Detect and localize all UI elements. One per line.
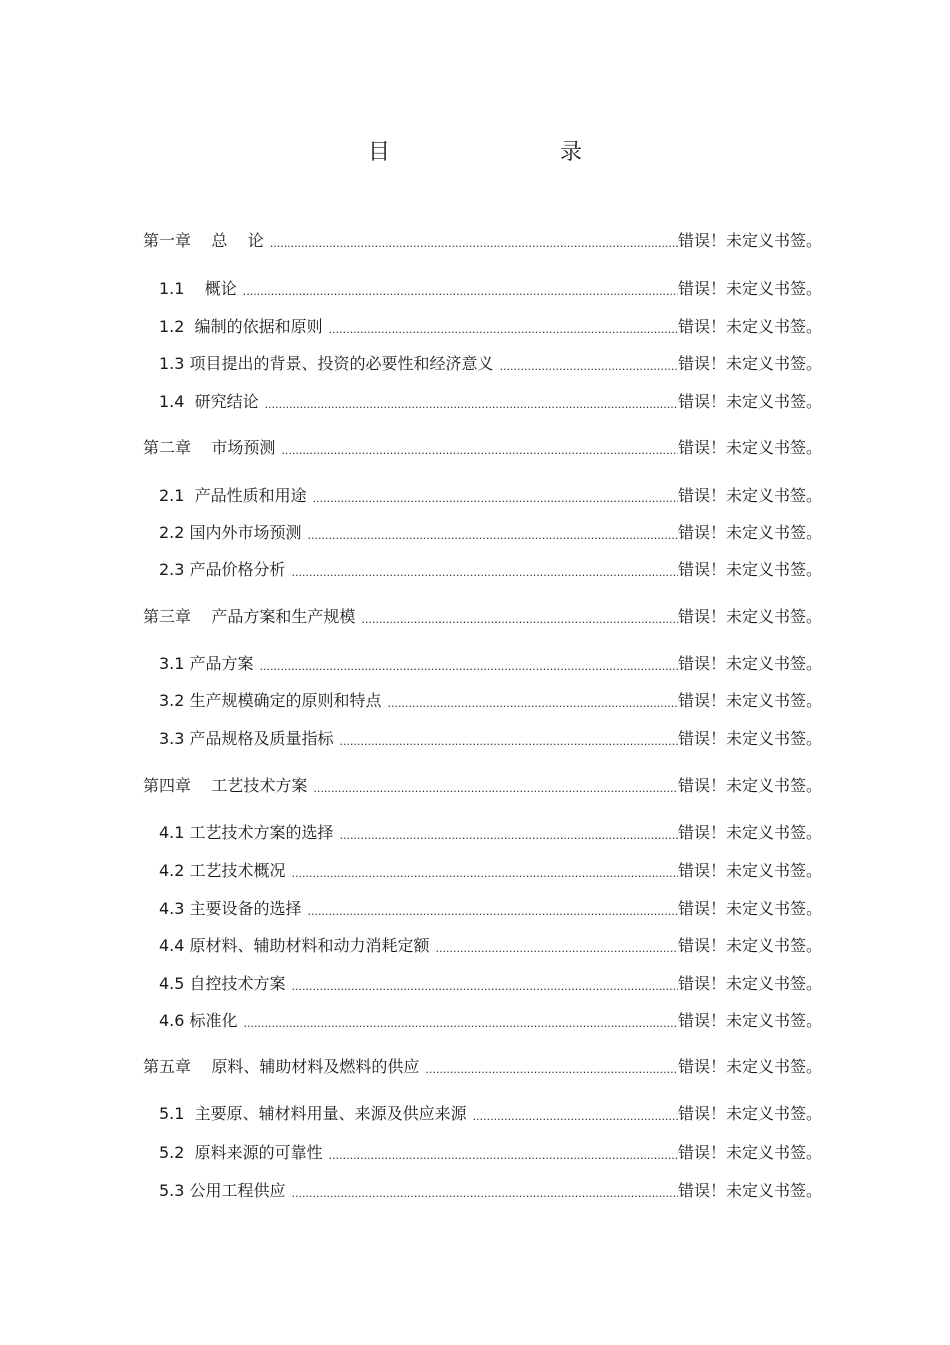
toc-chapter-entry[interactable] xyxy=(143,229,822,253)
toc-entry-label: 3.2 生产规模确定的原则和特点 xyxy=(159,691,382,710)
toc-entry-page-ref: 错误！未定义书签。 xyxy=(677,354,822,373)
toc-entry-page-ref: 错误！未定义书签。 xyxy=(677,438,822,457)
toc-dot-leader xyxy=(308,527,678,545)
toc-section-entry[interactable] xyxy=(159,727,822,751)
toc-entry-page-ref: 错误！未定义书签。 xyxy=(677,231,822,250)
toc-dot-leader xyxy=(329,1147,678,1165)
toc-dot-leader xyxy=(270,235,678,253)
toc-entry-page-ref: 错误！未定义书签。 xyxy=(677,1057,822,1076)
toc-section-entry[interactable] xyxy=(159,1009,822,1033)
toc-dot-leader xyxy=(292,865,678,883)
toc-dot-leader xyxy=(425,1061,678,1079)
toc-entry-page-ref: 错误！未定义书签。 xyxy=(677,1104,822,1123)
toc-entry-label: 1.2 编制的依据和原则 xyxy=(159,317,323,336)
toc-dot-leader xyxy=(388,695,678,713)
toc-section-entry[interactable] xyxy=(159,1179,822,1203)
toc-dot-leader xyxy=(292,1185,678,1203)
toc-section-entry[interactable] xyxy=(159,934,822,958)
toc-entry-label: 第一章 总 论 xyxy=(143,231,264,250)
toc-section-entry[interactable] xyxy=(159,1102,822,1126)
toc-entry-label: 4.4 原材料、辅助材料和动力消耗定额 xyxy=(159,936,430,955)
toc-dot-leader xyxy=(292,564,678,582)
toc-entry-page-ref: 错误！未定义书签。 xyxy=(677,1011,822,1030)
toc-entry-page-ref: 错误！未定义书签。 xyxy=(677,974,822,993)
toc-entry-page-ref: 错误！未定义书签。 xyxy=(677,936,822,955)
toc-entry-page-ref: 错误！未定义书签。 xyxy=(677,1181,822,1200)
toc-entry-label: 3.1 产品方案 xyxy=(159,654,254,673)
toc-dot-leader xyxy=(265,396,678,414)
toc-entry-page-ref: 错误！未定义书签。 xyxy=(677,317,822,336)
toc-entry-page-ref: 错误！未定义书签。 xyxy=(677,560,822,579)
toc-dot-leader xyxy=(281,442,678,460)
toc-dot-leader xyxy=(313,780,678,798)
toc-entry-label: 4.5 自控技术方案 xyxy=(159,974,286,993)
toc-entry-page-ref: 错误！未定义书签。 xyxy=(677,729,822,748)
toc-entry-label: 4.1 工艺技术方案的选择 xyxy=(159,823,334,842)
toc-entry-page-ref: 错误！未定义书签。 xyxy=(677,392,822,411)
toc-entry-label: 5.2 原料来源的可靠性 xyxy=(159,1143,323,1162)
toc-section-entry[interactable] xyxy=(159,689,822,713)
toc-section-entry[interactable] xyxy=(159,521,822,545)
toc-entry-page-ref: 错误！未定义书签。 xyxy=(677,899,822,918)
toc-entry-label: 1.1 概论 xyxy=(159,279,237,298)
toc-entry-page-ref: 错误！未定义书签。 xyxy=(677,861,822,880)
toc-entry-page-ref: 错误！未定义书签。 xyxy=(677,823,822,842)
toc-dot-leader xyxy=(340,827,678,845)
toc-dot-leader xyxy=(292,978,678,996)
toc-entry-page-ref: 错误！未定义书签。 xyxy=(677,1143,822,1162)
toc-dot-leader xyxy=(308,903,678,921)
toc-section-entry[interactable] xyxy=(159,821,822,845)
toc-entry-label: 5.1 主要原、辅材料用量、来源及供应来源 xyxy=(159,1104,467,1123)
toc-entry-label: 5.3 公用工程供应 xyxy=(159,1181,286,1200)
toc-entry-label: 3.3 产品规格及质量指标 xyxy=(159,729,334,748)
toc-dot-leader xyxy=(500,358,678,376)
toc-entry-page-ref: 错误！未定义书签。 xyxy=(677,523,822,542)
page-title-char-2: 录 xyxy=(560,140,583,165)
toc-section-entry[interactable] xyxy=(159,1141,822,1165)
toc-entry-label: 1.4 研究结论 xyxy=(159,392,259,411)
toc-section-entry[interactable] xyxy=(159,484,822,508)
toc-entry-page-ref: 错误！未定义书签。 xyxy=(677,691,822,710)
toc-entry-label: 4.2 工艺技术概况 xyxy=(159,861,286,880)
toc-chapter-entry[interactable] xyxy=(143,774,822,798)
page-title xyxy=(0,137,950,169)
toc-entry-page-ref: 错误！未定义书签。 xyxy=(677,279,822,298)
toc-entry-label: 第四章 工艺技术方案 xyxy=(143,776,308,795)
toc-chapter-entry[interactable] xyxy=(143,605,822,629)
toc-section-entry[interactable] xyxy=(159,652,822,676)
toc-dot-leader xyxy=(244,1015,678,1033)
toc-section-entry[interactable] xyxy=(159,558,822,582)
toc-entry-label: 第三章 产品方案和生产规模 xyxy=(143,607,356,626)
toc-dot-leader xyxy=(329,321,678,339)
toc-dot-leader xyxy=(473,1108,678,1126)
toc-section-entry[interactable] xyxy=(159,897,822,921)
toc-section-entry[interactable] xyxy=(159,352,822,376)
toc-dot-leader xyxy=(243,283,678,301)
toc-entry-page-ref: 错误！未定义书签。 xyxy=(677,776,822,795)
toc-section-entry[interactable] xyxy=(159,277,822,301)
toc-dot-leader xyxy=(260,658,678,676)
toc-entry-label: 2.1 产品性质和用途 xyxy=(159,486,307,505)
toc-dot-leader xyxy=(313,490,678,508)
toc-entry-label: 2.3 产品价格分析 xyxy=(159,560,286,579)
toc-section-entry[interactable] xyxy=(159,859,822,883)
toc-chapter-entry[interactable] xyxy=(143,436,822,460)
toc-section-entry[interactable] xyxy=(159,390,822,414)
toc-entry-page-ref: 错误！未定义书签。 xyxy=(677,654,822,673)
toc-dot-leader xyxy=(340,733,678,751)
toc-section-entry[interactable] xyxy=(159,315,822,339)
toc-entry-label: 第二章 市场预测 xyxy=(143,438,276,457)
toc-entry-page-ref: 错误！未定义书签。 xyxy=(677,607,822,626)
toc-entry-label: 4.3 主要设备的选择 xyxy=(159,899,302,918)
toc-entry-page-ref: 错误！未定义书签。 xyxy=(677,486,822,505)
toc-dot-leader xyxy=(361,611,678,629)
toc-section-entry[interactable] xyxy=(159,972,822,996)
toc-entry-label: 1.3 项目提出的背景、投资的必要性和经济意义 xyxy=(159,354,494,373)
toc-entry-label: 4.6 标准化 xyxy=(159,1011,238,1030)
toc-entry-label: 第五章 原料、辅助材料及燃料的供应 xyxy=(143,1057,420,1076)
toc-chapter-entry[interactable] xyxy=(143,1055,822,1079)
toc-entry-label: 2.2 国内外市场预测 xyxy=(159,523,302,542)
page-title-char-1: 目 xyxy=(368,140,391,165)
toc-dot-leader xyxy=(436,940,678,958)
